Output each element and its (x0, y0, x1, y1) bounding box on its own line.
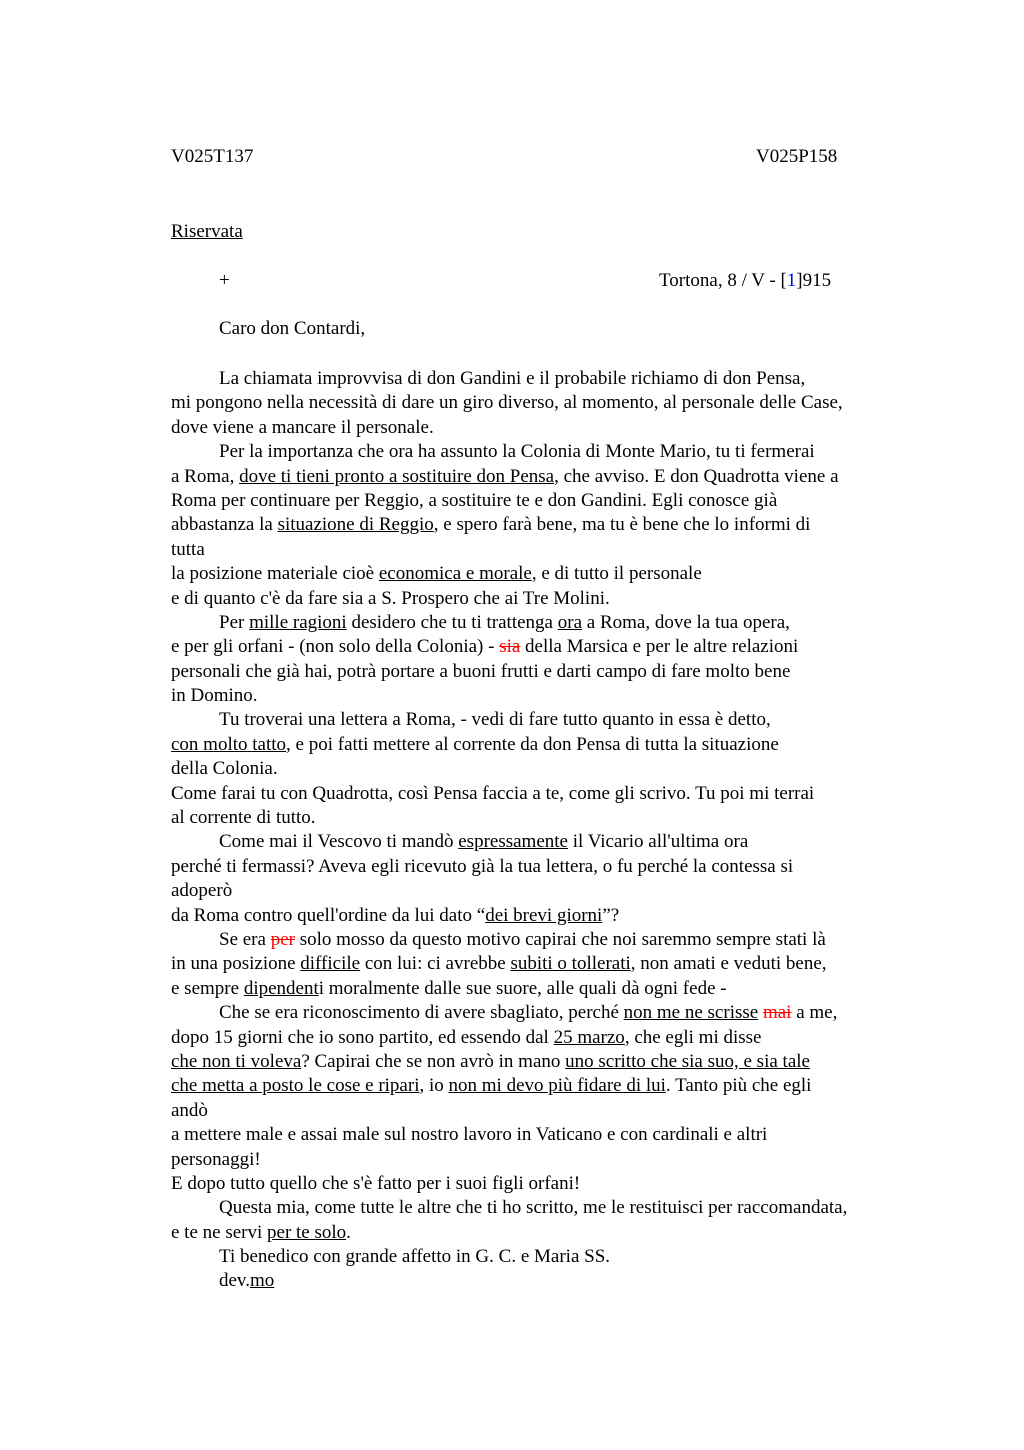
body-line (171, 1221, 931, 1245)
text-run: in una posizione (171, 953, 301, 975)
deleted-text: per (270, 928, 295, 950)
text-run: e te ne servi (171, 1221, 268, 1243)
body-line (171, 367, 931, 391)
text-run: Roma per continuare per Reggio, a sostituire te e don Gandini. Egli conosce già (171, 489, 778, 511)
body-line (171, 562, 931, 586)
body-line (171, 440, 931, 464)
body-line (171, 952, 931, 976)
body-line (171, 1196, 931, 1220)
text-run: e sempre (171, 977, 244, 999)
body-line (171, 904, 931, 928)
text-run: a mettere male e assai male sul nostro lavoro in Vaticano e con cardinali e altri (171, 1124, 768, 1146)
text-run: , non amati e veduti bene, (630, 953, 827, 975)
body-line (171, 660, 931, 684)
underlined-text: dipendent (243, 977, 319, 999)
body-line (171, 1050, 931, 1074)
text-run: Ti benedico con grande affetto in G. C. e Maria SS. (219, 1246, 611, 1268)
text-run: Per (219, 611, 250, 633)
text-run: andò (171, 1099, 208, 1121)
text-run: E dopo tutto quello che s'è fatto per i suoi figli orfani! (171, 1172, 581, 1194)
text-run: della Marsica e per le altre relazioni (520, 636, 799, 658)
text-run: Come mai il Vescovo ti mandò (219, 831, 459, 853)
text-run: ? Capirai che se non avrò in mano (301, 1050, 566, 1072)
underlined-text: dove ti tieni pronto a sostituire don Pensa (239, 465, 555, 487)
body-line (171, 513, 931, 537)
text-run: i moralmente dalle sue suore, alle quali dà ogni fede - (318, 977, 727, 999)
text-run: mi pongono nella necessità di dare un giro diverso, al momento, al personale delle Case, (171, 392, 843, 414)
reserved-label: Riservata (171, 221, 243, 242)
underlined-text: che metta a posto le cose e ripari (171, 1075, 420, 1097)
text-run: in Domino. (171, 685, 258, 707)
body-line (171, 1123, 931, 1147)
underlined-text: situazione di Reggio (277, 514, 434, 536)
text-run: , e spero farà bene, ma tu è bene che lo informi di (433, 514, 811, 536)
date-inserted-digit: 1 (786, 270, 797, 291)
text-run: solo mosso da questo motivo capirai che noi saremmo sempre stati là (294, 928, 826, 950)
text-run: e di quanto c'è da fare sia a S. Prospero che ai Tre Molini. (171, 587, 610, 609)
text-run: La chiamata improvvisa di don Gandini e il probabile richiamo di don Pensa, (219, 368, 806, 389)
body-line (171, 733, 931, 757)
text-run: , che egli mi disse (624, 1026, 762, 1048)
text-run: desidero che tu ti trattenga (346, 611, 558, 633)
body-line (171, 587, 931, 611)
body-line (171, 782, 931, 806)
underlined-text: subiti o tollerati (510, 953, 631, 975)
underlined-text: espressamente (458, 831, 568, 853)
body-line (171, 611, 931, 635)
text-run: personali che già hai, potrà portare a buoni frutti e darti campo di fare molto bene (171, 660, 791, 682)
date-suffix: ]915 (796, 270, 832, 291)
body-line (171, 757, 931, 781)
body-line (171, 391, 931, 415)
text-run: ”? (602, 904, 620, 926)
deleted-text: sia (499, 636, 521, 658)
text-run: a Roma, (171, 465, 240, 487)
body-line (171, 830, 931, 854)
text-run: adoperò (171, 880, 233, 902)
text-run: e per gli orfani - (non solo della Colonia) - (171, 636, 500, 658)
text-run: personaggi! (171, 1148, 261, 1170)
underlined-text: dei brevi giorni (485, 904, 603, 926)
underlined-text: ora (557, 611, 583, 633)
body-line (171, 806, 931, 830)
text-run: perché ti fermassi? Aveva egli ricevuto già la tua lettera, o fu perché la contessa si (171, 855, 794, 877)
body-line (171, 977, 931, 1001)
body-line (171, 538, 931, 562)
text-run: dev. (219, 1270, 250, 1292)
text-run: il Vicario all'ultima ora (567, 831, 749, 853)
underlined-text: economica e morale (378, 563, 532, 585)
body-line (171, 855, 931, 879)
body-line (171, 1026, 931, 1050)
body-line (171, 1099, 931, 1123)
body-line (171, 879, 931, 903)
body-line (171, 708, 931, 732)
text-run: a me, (791, 1002, 838, 1024)
text-run: . (346, 1221, 351, 1243)
text-run: Per la importanza che ora ha assunto la Colonia di Monte Mario, tu ti fermerai (219, 441, 815, 463)
text-run: , che avviso. E don Quadrotta viene a (554, 465, 839, 487)
text-run: Questa mia, come tutte le altre che ti ho scritto, me le restituisci per raccomandata, (219, 1197, 848, 1219)
underlined-text: con molto tatto (171, 733, 287, 755)
body-line (171, 416, 931, 440)
letter-date (659, 270, 831, 292)
underlined-text: mo (249, 1270, 275, 1292)
cross-mark: + (219, 270, 230, 291)
deleted-text: mai (762, 1002, 792, 1024)
text-run: dopo 15 giorni che io sono partito, ed essendo dal (171, 1026, 554, 1048)
body-line (171, 489, 931, 513)
text-run: abbastanza la (171, 514, 278, 536)
text-run: Tu troverai una lettera a Roma, - vedi di fare tutto quanto in essa è detto, (219, 709, 771, 731)
body-line (171, 1269, 931, 1293)
text-run: al corrente di tutto. (171, 807, 316, 829)
text-run: Che se era riconoscimento di avere sbagliato, perché (219, 1002, 624, 1024)
date-prefix: Tortona, 8 / V - [ (659, 270, 787, 291)
body-line (171, 465, 931, 489)
body-line (171, 1245, 931, 1269)
underlined-text: per te solo (267, 1221, 347, 1243)
letter-greeting: Caro don Contardi, (219, 318, 366, 339)
text-run: . Tanto più che egli (665, 1075, 812, 1097)
underlined-text: uno scritto che sia suo, e sia tale (565, 1050, 810, 1072)
body-line (171, 1148, 931, 1172)
text-run: a Roma, dove la tua opera, (582, 611, 790, 633)
text-run: Come farai tu con Quadrotta, così Pensa faccia a te, come gli scrivo. Tu poi mi terrai (171, 782, 815, 804)
underlined-text: che non ti voleva (171, 1050, 302, 1072)
body-line (171, 928, 931, 952)
body-line (171, 635, 931, 659)
underlined-text: non me ne scrisse (623, 1002, 759, 1024)
text-run: , io (419, 1075, 449, 1097)
body-line (171, 1172, 931, 1196)
underlined-text: mille ragioni (249, 611, 347, 633)
letter-body (171, 367, 931, 1294)
text-run: con lui: ci avrebbe (360, 953, 511, 975)
body-line (171, 1074, 931, 1098)
text-run: tutta (171, 538, 205, 560)
document-reference-right: V025P158 (756, 146, 838, 167)
body-line (171, 1001, 931, 1025)
underlined-text: non mi devo più fidare di lui (448, 1075, 666, 1097)
text-run: , e poi fatti mettere al corrente da don Pensa di tutta la situazione (286, 733, 779, 755)
underlined-text: 25 marzo (553, 1026, 625, 1048)
underlined-text: difficile (300, 953, 361, 975)
text-run: della Colonia. (171, 758, 278, 780)
text-run: da Roma contro quell'ordine da lui dato “ (171, 904, 486, 926)
document-reference-left: V025T137 (171, 146, 254, 167)
body-line (171, 684, 931, 708)
text-run: Se era (219, 928, 271, 950)
text-run: , e di tutto il personale (531, 563, 702, 585)
text-run: dove viene a mancare il personale. (171, 416, 434, 438)
text-run: la posizione materiale cioè (171, 563, 379, 585)
